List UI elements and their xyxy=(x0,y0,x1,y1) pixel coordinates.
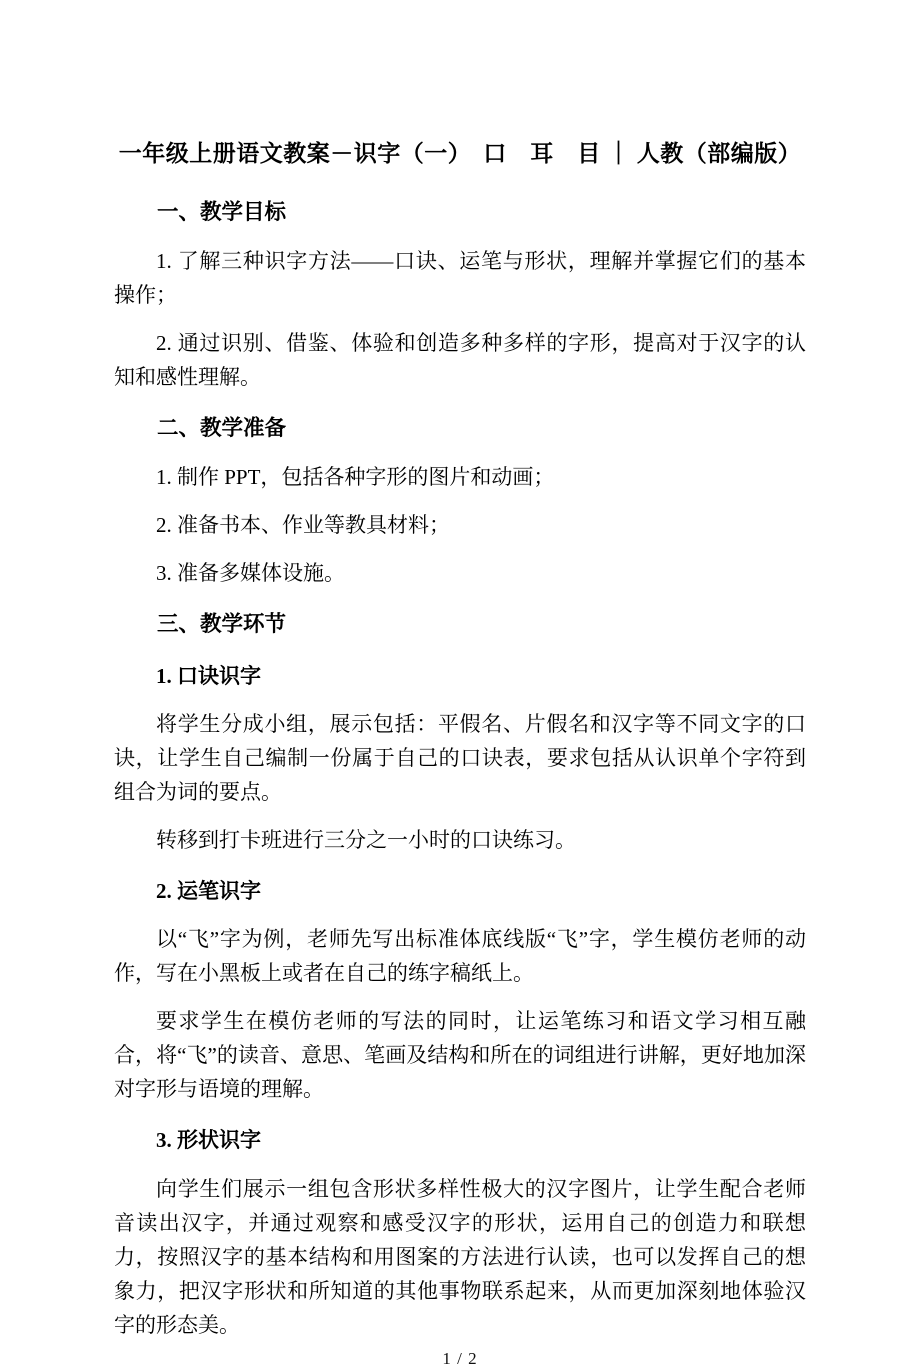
section-heading-teaching-preparation: 二、教学准备 xyxy=(157,415,287,440)
subsection-heading-mnemonic-literacy: 1. 口诀识字 xyxy=(156,663,261,688)
paragraph-prep-1: 1. 制作 PPT，包括各种字形的图片和动画； xyxy=(156,464,555,489)
paragraph-shape-1: 向学生们展示一组包含形状多样性极大的汉字图片，让学生配合老师音读出汉字，并通过观察和感受汉字的形状，运用自己的创造力和联想力，按照汉字的基本结构和用图案的方法进行认读，也可以发挥自己的想象力，把汉字形状和所知道的其他事物联系起来，从而更加深刻地体验汉字的形态美。 xyxy=(114,1176,806,1337)
paragraph-prep-3: 3. 准备多媒体设施。 xyxy=(156,560,345,585)
paragraph-mnemonic-2: 转移到打卡班进行三分之一小时的口诀练习。 xyxy=(156,828,576,853)
subsection-heading-shape-literacy: 3. 形状识字 xyxy=(156,1128,261,1153)
document-title: 一年级上册语文教案－识字（一） 口 耳 目 ｜ 人教（部编版） xyxy=(118,141,802,166)
paragraph-stroke-2: 要求学生在模仿老师的写法的同时，让运笔练习和语文学习相互融合，将“飞”的读音、意思、笔画及结构和所在的词组进行讲解，更好地加深对字形与语境的理解。 xyxy=(114,1009,806,1102)
paragraph-stroke-1: 以“飞”字为例，老师先写出标准体底线版“飞”字，学生模仿老师的动作，写在小黑板上或者在自己的练字稿纸上。 xyxy=(114,927,806,986)
paragraph-mnemonic-1: 将学生分成小组，展示包括：平假名、片假名和汉字等不同文字的口诀，让学生自己编制一份属于自己的口诀表，要求包括从认识单个字符到组合为词的要点。 xyxy=(114,712,806,805)
paragraph-prep-2: 2. 准备书本、作业等教具材料； xyxy=(156,512,450,537)
paragraph-goal-2: 2. 通过识别、借鉴、体验和创造多种多样的字形，提高对于汉字的认知和感性理解。 xyxy=(114,330,806,389)
subsection-heading-stroke-literacy: 2. 运笔识字 xyxy=(156,879,261,904)
page-number: 1 / 2 xyxy=(442,1348,478,1368)
section-heading-teaching-process: 三、教学环节 xyxy=(157,611,287,636)
section-heading-teaching-goals: 一、教学目标 xyxy=(157,200,287,225)
paragraph-goal-1: 1. 了解三种识字方法——口诀、运笔与形状，理解并掌握它们的基本操作； xyxy=(114,248,806,307)
